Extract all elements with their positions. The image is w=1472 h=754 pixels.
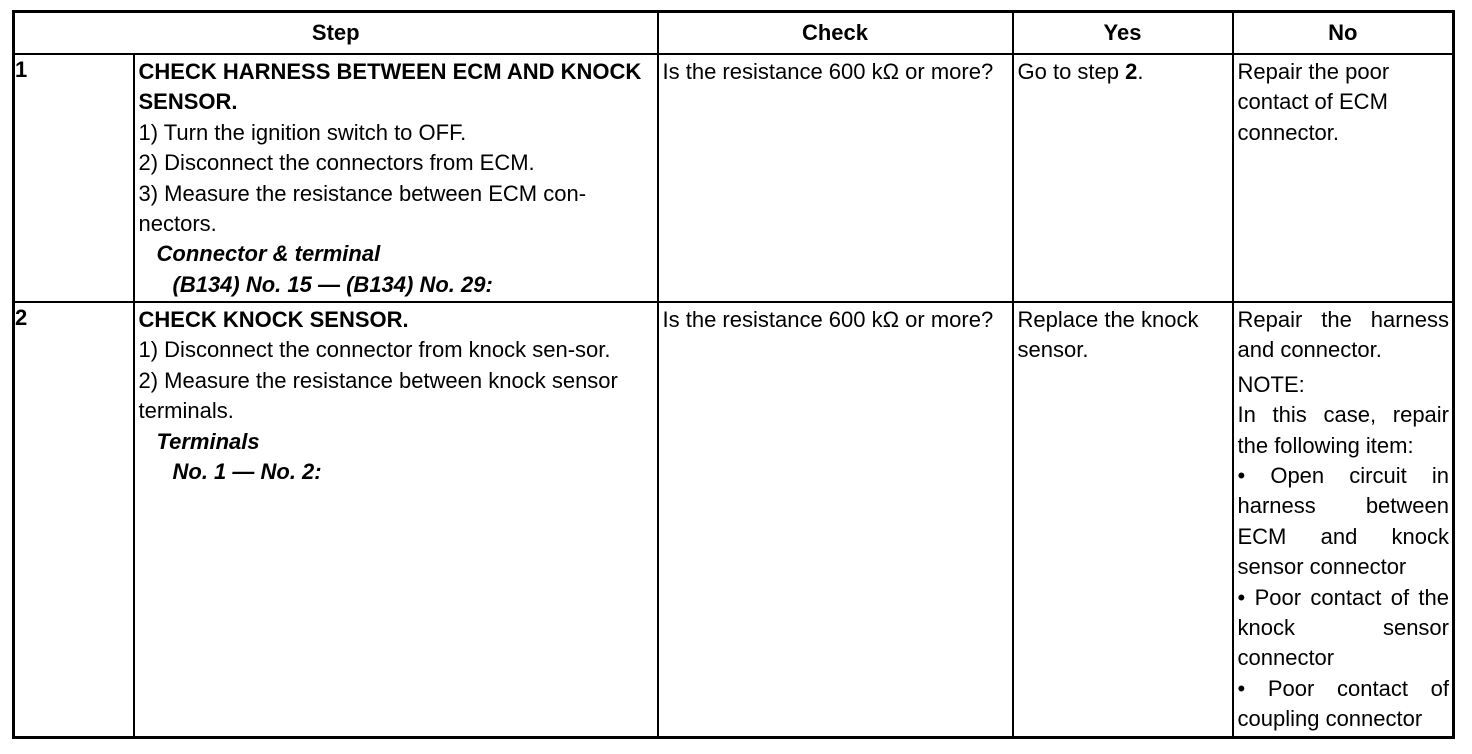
spec-label: Connector & terminal bbox=[156, 241, 381, 267]
spec-value: No. 1 — No. 2: bbox=[172, 459, 322, 485]
step-title: CHECK HARNESS BETWEEN ECM AND KNOCK SENSOR. bbox=[138, 59, 642, 115]
yes-cell bbox=[1013, 54, 1233, 302]
step-instruction: 1) Turn the ignition switch to OFF. bbox=[138, 119, 467, 145]
step-instruction: 2) Measure the resistance between knock sensor terminals. bbox=[138, 367, 618, 424]
check-text: Is the resistance 600 kΩ or more? bbox=[662, 307, 994, 332]
no-text: Repair the poor contact of ECM connector. bbox=[1237, 59, 1390, 145]
table-row bbox=[14, 302, 1454, 738]
header-row bbox=[14, 12, 1454, 55]
note-label: NOTE: bbox=[1237, 371, 1305, 397]
step-cell bbox=[134, 302, 658, 738]
check-cell bbox=[658, 302, 1013, 738]
no-cell bbox=[1233, 302, 1454, 738]
yes-text: Go to step bbox=[1017, 59, 1126, 84]
spec-label: Terminals bbox=[156, 428, 260, 454]
step-number: 2 bbox=[14, 302, 134, 738]
note-item: • Open circuit in harness between ECM and knock sensor connector bbox=[1237, 463, 1449, 580]
no-cell bbox=[1233, 54, 1454, 302]
check-cell bbox=[658, 54, 1013, 302]
header-yes: Yes bbox=[1013, 12, 1233, 55]
yes-text: Replace the knock sensor. bbox=[1017, 307, 1199, 363]
diagnostic-table bbox=[12, 10, 1455, 739]
check-text: Is the resistance 600 kΩ or more? bbox=[662, 59, 994, 84]
yes-cell bbox=[1013, 302, 1233, 738]
no-text: Repair the harness and connector. bbox=[1237, 307, 1449, 363]
yes-step-link: 2 bbox=[1125, 59, 1138, 84]
step-number: 1 bbox=[14, 54, 134, 302]
step-cell bbox=[134, 54, 658, 302]
note-item: • Poor contact of coupling connector bbox=[1237, 675, 1449, 732]
step-title: CHECK KNOCK SENSOR. bbox=[138, 307, 409, 332]
spec-value: (B134) No. 15 — (B134) No. 29: bbox=[172, 271, 493, 297]
table-row bbox=[14, 54, 1454, 302]
note-item: • Poor contact of the knock sensor connector bbox=[1237, 584, 1449, 671]
header-no: No bbox=[1233, 12, 1454, 55]
step-instruction: 1) Disconnect the connector from knock sen-sor. bbox=[138, 337, 611, 363]
note-intro: In this case, repair the following item: bbox=[1237, 402, 1449, 458]
yes-text-suffix: . bbox=[1137, 59, 1144, 84]
header-check: Check bbox=[658, 12, 1013, 55]
header-step: Step bbox=[14, 12, 658, 55]
step-instruction: 3) Measure the resistance between ECM con-nectors. bbox=[138, 180, 587, 237]
step-instruction: 2) Disconnect the connectors from ECM. bbox=[138, 150, 535, 176]
